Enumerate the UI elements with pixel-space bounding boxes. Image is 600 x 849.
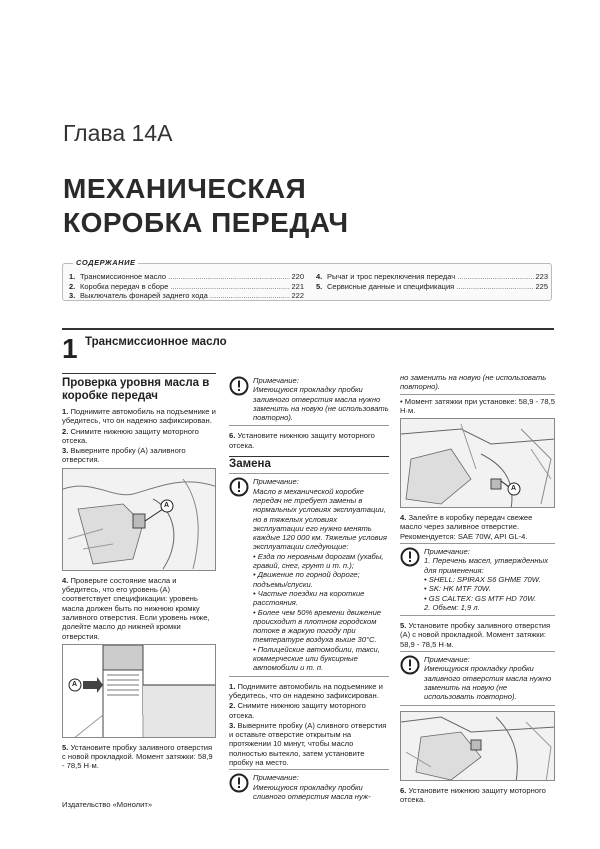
toc-label: СОДЕРЖАНИЕ <box>73 258 138 267</box>
toc-item[interactable]: 5. Сервисные данные и спецификация ..... 225 <box>316 282 548 292</box>
note-text: Имеющуюся прокладку пробки заливного отверстия масла нужно заменить на новую (не использовать повторно). <box>424 664 552 702</box>
heading-level-check: Проверка уровня масла в коробке передач <box>62 373 216 402</box>
step: 6. Установите нижнюю защиту моторного отсека. <box>229 431 375 450</box>
toc-item[interactable]: 4. Рычаг и трос переключения передач ..... 223 <box>316 272 548 282</box>
note-bullet: • Более чем 50% времени движение происходит в плотном городском потоке в жаркую погоду при температуре воздуха выше 30°С. <box>253 607 382 645</box>
note-box <box>229 373 389 426</box>
oil-item: • SK: HK MTF 70W. <box>424 584 491 594</box>
note-bullet: • Полицейские автомобили, такси, коммерческие или буксирные автомобили и т. п. <box>253 644 380 673</box>
section-divider <box>62 328 554 330</box>
section-title: Трансмиссионное масло <box>85 336 227 348</box>
column-2 <box>229 373 389 809</box>
title-line-1: МЕХАНИЧЕСКАЯ <box>63 173 307 204</box>
callout-label: A <box>72 680 78 688</box>
step: 2. Снимите нижнюю защиту моторного отсека. <box>229 701 366 720</box>
column-1 <box>62 373 216 772</box>
step: 5. Установите пробку заливного отверстия (А) с новой прокладкой. Момент затяжки: 58,9 - 78,5 Н·м. <box>400 621 551 649</box>
step: • Момент затяжки при установке: 58,9 - 78,5 Н·м. <box>400 396 555 415</box>
note-text: 2. Объем: 1,9 л. <box>424 602 480 612</box>
publisher-footer: Издательство «Монолит» <box>62 800 153 809</box>
callout-label: A <box>511 485 517 493</box>
step: 1. Поднимите автомобиль на подъемнике и убедитесь, что он надежно зафиксирован. <box>62 407 216 426</box>
figure-oil-level <box>62 644 216 738</box>
column-3 <box>400 373 555 805</box>
heading-replacement: Замена <box>229 456 389 469</box>
note-box <box>229 473 389 676</box>
oil-item: • GS CALTEX: GS MTF HD 70W. <box>424 593 537 603</box>
toc-item[interactable]: 2. Коробка передач в сборе ..... 221 <box>69 282 304 292</box>
step: 4. Залейте в коробку передач свежее масло через заливное отверстие. Рекомендуется: SAE 70W, API GL-4. <box>400 513 533 541</box>
toc-item[interactable]: 3. Выключатель фонарей заднего хода ..... 222 <box>69 291 304 301</box>
warning-icon <box>229 477 249 672</box>
note-bullet: • Езда по неровным дорогам (ухабы, гравий, снег, грунт и т. п.); <box>253 551 384 571</box>
step: 6. Установите нижнюю защиту моторного отсека. <box>400 785 546 804</box>
toc-right-column <box>316 272 548 291</box>
note-continuation: но заменить на новую (не использовать повторно). <box>400 373 555 395</box>
note-text: Масло в механической коробке передач не требует замены в нормальных условиях эксплуатации, но в тяжелых условиях эксплуатации его нужно менять каждые 120 000 км. Тяжелые условия эксплуатации следующие: <box>253 486 387 552</box>
note-title: Примечание: <box>253 773 299 783</box>
note-text: Имеющуюся прокладку пробки заливного отверстия масла нужно заменить на новую (не использовать повторно). <box>253 385 389 423</box>
note-bullet: • Частые поездки на короткие расстояния. <box>253 588 365 608</box>
note-box <box>400 543 555 616</box>
oil-item: • SHELL: SPIRAX S6 GHME 70W. <box>424 574 541 584</box>
title-line-2: КОРОБКА ПЕРЕДАЧ <box>63 207 349 238</box>
figure-filler-plug <box>62 468 216 571</box>
warning-icon <box>229 773 249 801</box>
note-title: Примечание: <box>253 477 299 487</box>
toc-left-column <box>69 272 304 301</box>
note-bullet: • Движение по горной дороге; подъемы/спуски. <box>253 570 360 589</box>
note-title: Примечание: <box>424 655 470 665</box>
step: 4. Проверьте состояние масла и убедитесь, что его уровень (А) соответствует спецификации: уровень масла должен быть по нижнюю кромку заливного отверстия. Если уровень ниже, долейте масло до нижней кромки отверстия. <box>62 575 210 641</box>
figure-underbody <box>400 711 555 781</box>
chapter-label: Глава 14А <box>63 120 173 146</box>
step: 3. Выверните пробку (А) заливного отверстия. <box>62 446 186 465</box>
warning-icon <box>400 655 420 701</box>
step: 5. Установите пробку заливного отверстия с новой прокладкой. Момент затяжки: 58,9 - 78,5 Н·м. <box>62 742 213 771</box>
warning-icon <box>229 376 249 422</box>
toc-item[interactable]: 1. Трансмиссионное масло ..... 220 <box>69 272 304 282</box>
note-title: Примечание: <box>253 376 299 385</box>
figure-drain-plug <box>400 418 555 508</box>
table-of-contents <box>62 258 552 301</box>
warning-icon <box>400 547 420 612</box>
note-title: Примечание: <box>424 547 470 557</box>
chapter-title <box>63 172 349 240</box>
note-text: 1. Перечень масел, утвержденных для применения: <box>424 556 548 575</box>
section-number: 1 <box>62 333 78 364</box>
note-box <box>400 651 555 705</box>
step: 3. Выверните пробку (А) сливного отверстия и оставьте отверстие открытым на протяжении 10 минут, чтобы масло полностью вытекло, затем установите пробку на место. <box>229 720 387 767</box>
callout-label: A <box>164 501 170 509</box>
step: 1. Поднимите автомобиль на подъемнике и убедитесь, что он надежно зафиксирован. <box>229 681 383 700</box>
note-box <box>229 769 389 804</box>
note-text: Имеющуюся прокладку пробки сливного отверстия масла нуж- <box>253 782 371 801</box>
step: 2. Снимите нижнюю защиту моторного отсека. <box>62 426 199 445</box>
